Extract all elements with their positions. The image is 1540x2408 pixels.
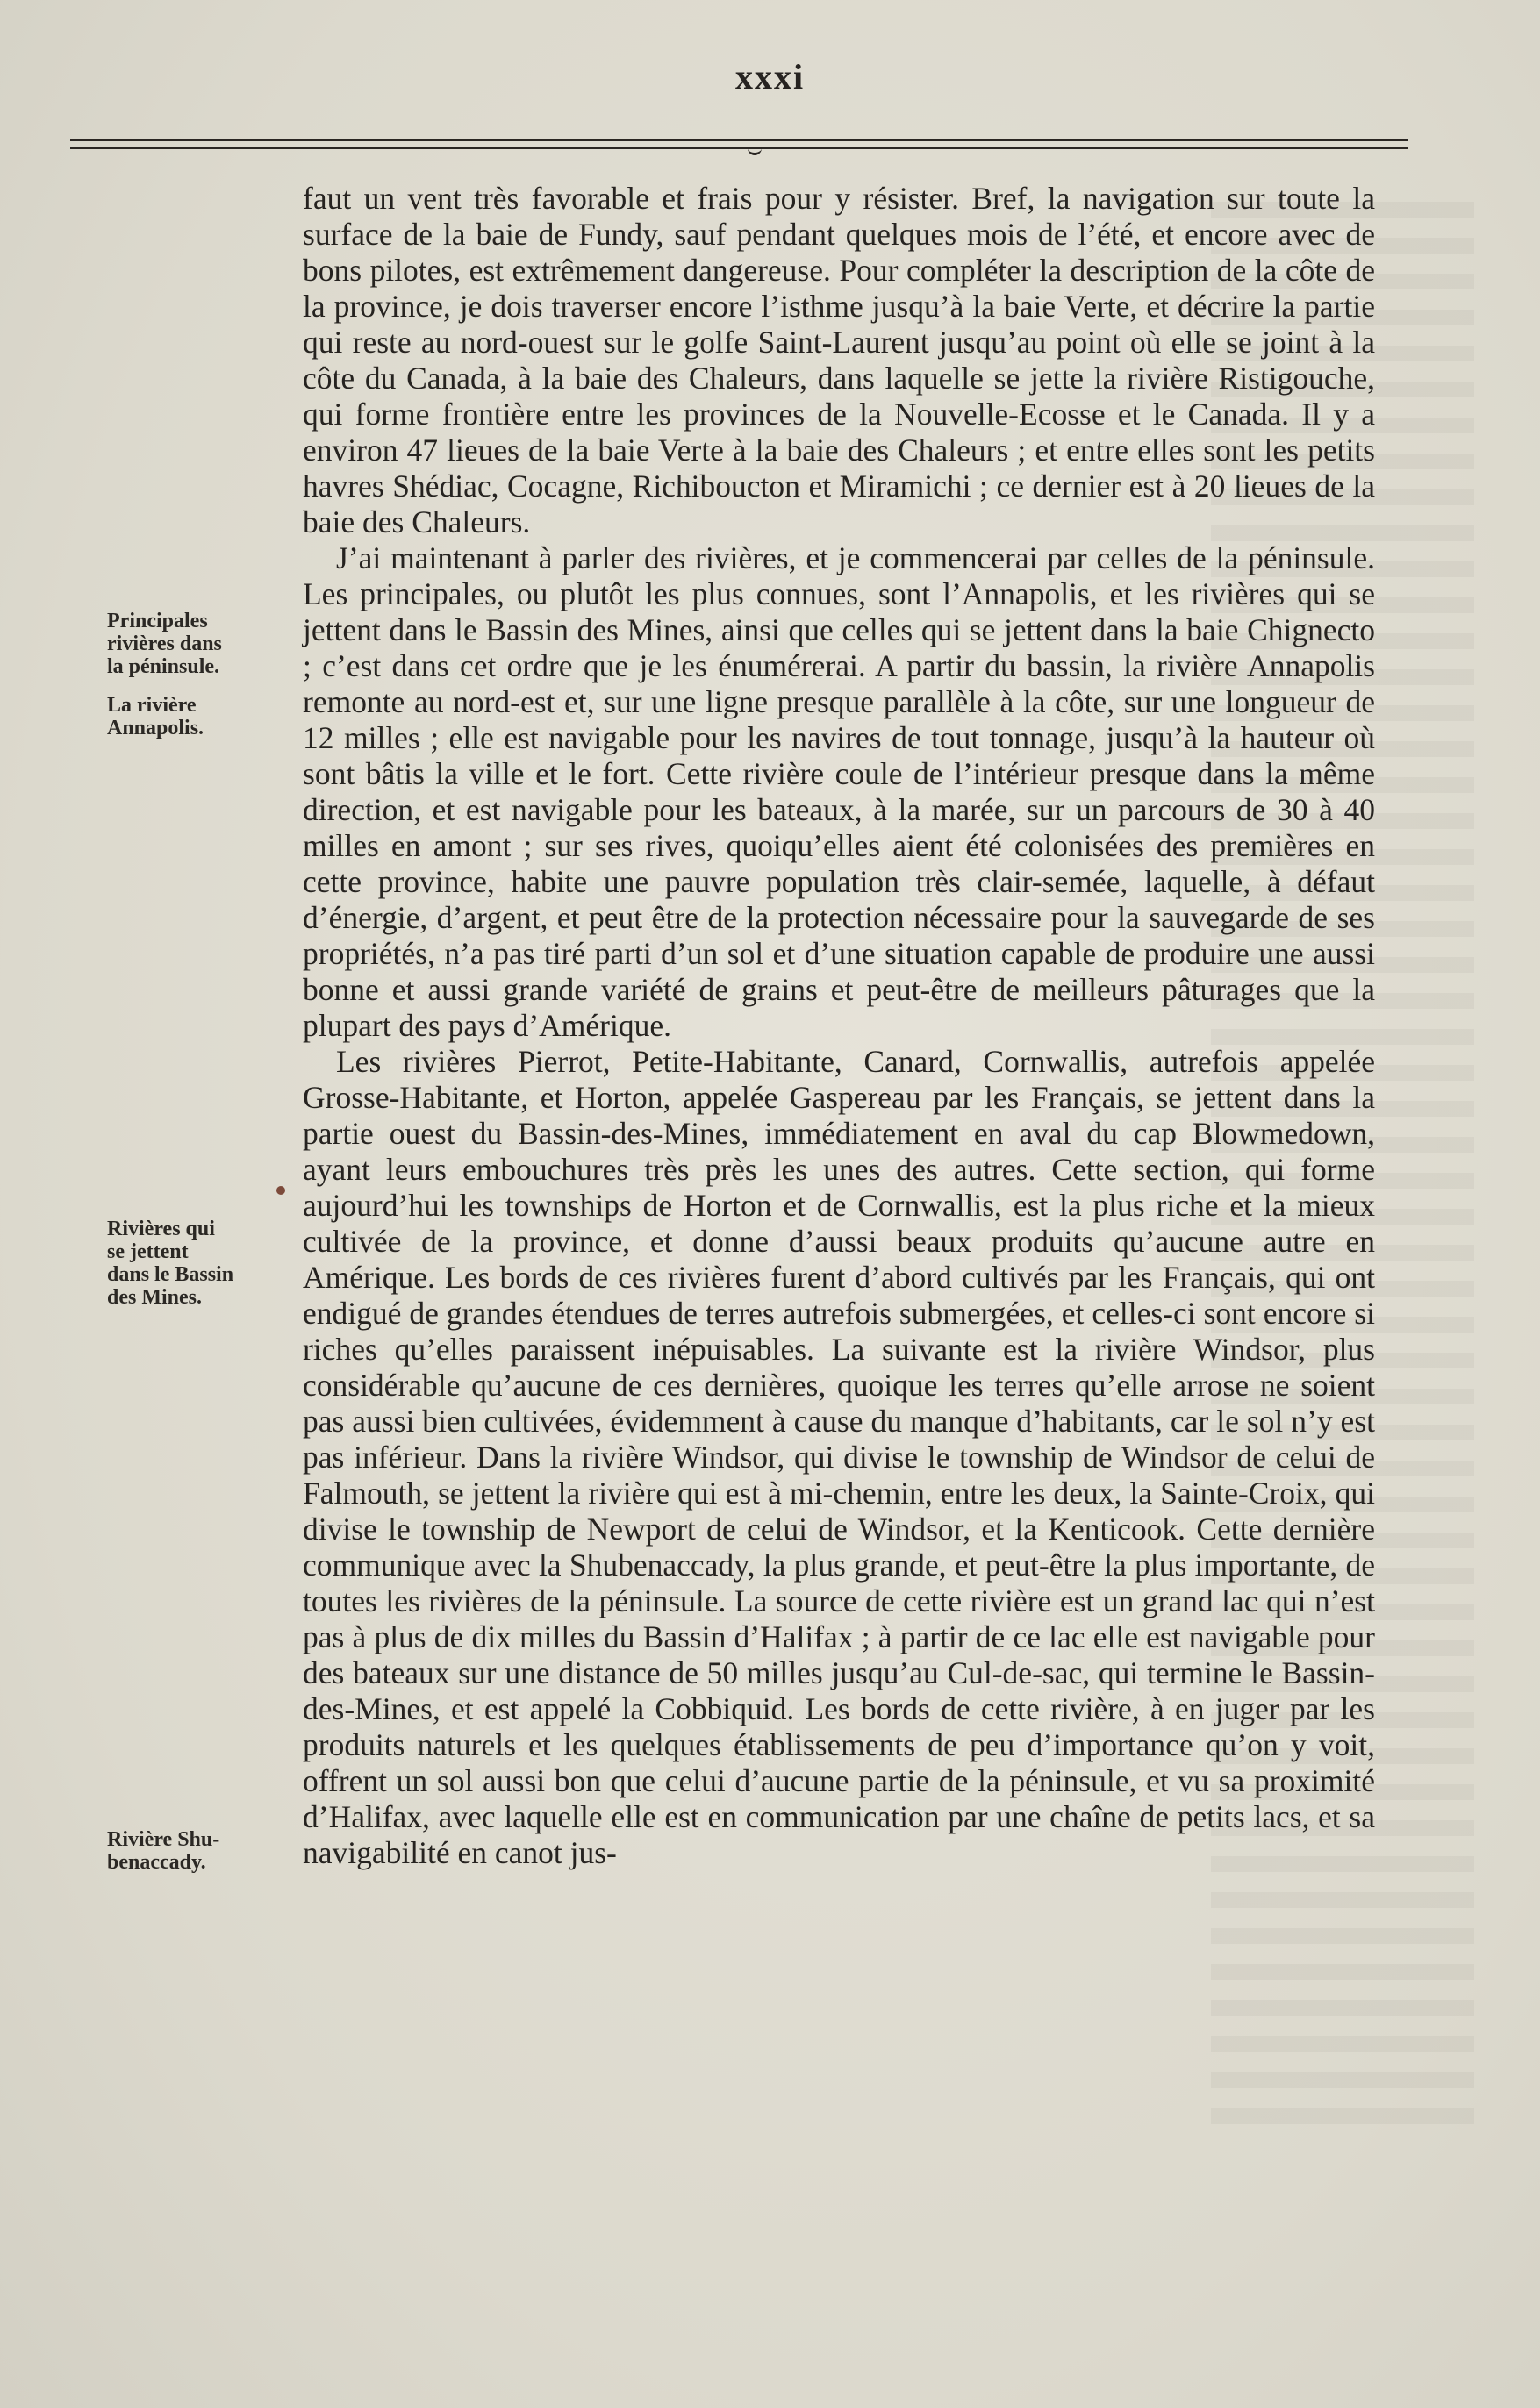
margin-note-line: la péninsule. xyxy=(107,655,220,678)
margin-note-line: rivières dans xyxy=(107,632,222,655)
ink-spot xyxy=(276,1186,285,1195)
header-rule xyxy=(70,139,1408,141)
margin-note-bassin-des-mines xyxy=(107,1218,293,1309)
margin-note-shubenaccady xyxy=(107,1828,293,1874)
header-rule-ornament xyxy=(748,144,762,155)
margin-note-line: Principales xyxy=(107,610,208,632)
page-number: xxxi xyxy=(734,57,806,96)
margin-note-riviere-annapolis xyxy=(107,694,293,740)
margin-note-line: benaccady. xyxy=(107,1851,206,1874)
paragraph: faut un vent très favorable et frais pour y résister. Bref, la navigation sur toute la surface de la baie de Fundy, sauf pendant quelques mois de l’été, et encore avec de bons pilotes, est extrêmement dangereuse. Pour compléter la description de la côte de la province, je dois traverser encore l’isthme jusqu’à la baie Verte, et décrire la partie qui reste au nord-ouest sur le golfe Saint-Laurent jusqu’au point où elle se joint à la côte du Canada, à la baie des Chaleurs, dans laquelle se jette la rivière Ristigouche, qui forme frontière entre les provinces de la Nouvelle-Ecosse et le Canada. Il y a environ 47 lieues de la baie Verte à la baie des Chaleurs ; et entre elles sont les petits havres Shédiac, Cocagne, Richiboucton et Miramichi ; ce dernier est à 20 lieues de la baie des Chaleurs. xyxy=(303,181,1375,539)
margin-note-line: se jettent xyxy=(107,1240,189,1263)
margin-note-line: Annapolis. xyxy=(107,717,204,740)
margin-note-line: dans le Bassin xyxy=(107,1263,234,1286)
margin-note-principales-rivieres xyxy=(107,610,293,678)
margin-note-line: des Mines. xyxy=(107,1286,202,1309)
paragraph: Les rivières Pierrot, Petite-Habitante, Canard, Cornwallis, autrefois appelée Grosse-Habitante, et Horton, appelée Gaspereau par les Français, se jettent dans la partie ouest du Bassin-des-Mines, immédiatement en aval du cap Blowmedown, ayant leurs embouchures très près les unes des autres. Cette section, qui forme aujourd’hui les townships de Horton et de Cornwallis, est la plus riche et la mieux cultivée de la province, et donne d’aussi beaux produits qu’aucune autre en Amérique. Les bords de ces rivières furent d’abord cultivés par les Français, qui ont endigué de grandes étendues de terres autrefois submergées, et celles-ci sont encore si riches qu’elles paraissent inépuisables. La suivante est la rivière Windsor, plus considérable qu’aucune de ces dernières, quoique les terres qu’elle arrose ne soient pas aussi bien cultivées, évidemment à cause du manque d’habitants, car le sol n’y est pas inférieur. Dans la rivière Windsor, qui divise le township de Windsor de celui de Falmouth, se jettent la rivière qui est à mi-chemin, entre les deux, la Sainte-Croix, qui divise le township de Newport de celui de Windsor, et la Kenticook. Cette dernière communique avec la Shubenaccady, la plus grande, et peut-être la plus importante, de toutes les rivières de la péninsule. La source de cette rivière est un grand lac qui n’est pas à plus de dix milles du Bassin d’Halifax ; à partir de ce lac elle est navigable pour des bateaux sur une distance de 50 milles jusqu’au Cul-de-sac, qui termine le Bassin-des-Mines, et est appelé la Cobbiquid. Les bords de cette rivière, à en juger par les produits naturels et les quelques établissements de peu d’importance qu’on y voit, offrent un sol aussi bon que celui d’aucune partie de la péninsule, et vu sa proximité d’Halifax, avec laquelle elle est en communication par une chaîne de petits lacs, et sa navigabilité en canot jus- xyxy=(303,1044,1375,1870)
body-text xyxy=(303,181,1375,1871)
header-rule-secondary xyxy=(70,147,1408,149)
margin-note-line: Rivière Shu- xyxy=(107,1828,220,1851)
margin-note-line: Rivières qui xyxy=(107,1218,215,1240)
margin-note-line: La rivière xyxy=(107,694,197,717)
paragraph: J’ai maintenant à parler des rivières, et je commencerai par celles de la péninsule. Les principales, ou plutôt les plus connues, sont l’Annapolis, et les rivières qui se jettent dans le Bassin des Mines, ainsi que celles qui se jettent dans la baie Chignecto ; c’est dans cet ordre que je les énumérerai. A partir du bassin, la rivière Annapolis remonte au nord-est et, sur une ligne presque parallèle à la côte, sur une longueur de 12 milles ; elle est navigable pour les navires de tout tonnage, jusqu’à la hauteur où sont bâtis la ville et le fort. Cette rivière coule de l’intérieur presque dans la même direction, et est navigable pour les bateaux, à la marée, sur un parcours de 30 à 40 milles en amont ; sur ses rives, quoiqu’elles aient été colonisées des premières en cette province, habite une pauvre population très clair-semée, laquelle, à défaut d’énergie, d’argent, et peut être de la protection nécessaire pour la sauvegarde de ses propriétés, n’a pas tiré parti d’un sol et d’une situation capable de produire une aussi bonne et aussi grande variété de grains et peut-être de meilleurs pâturages que la plupart des pays d’Amérique. xyxy=(303,540,1375,1043)
